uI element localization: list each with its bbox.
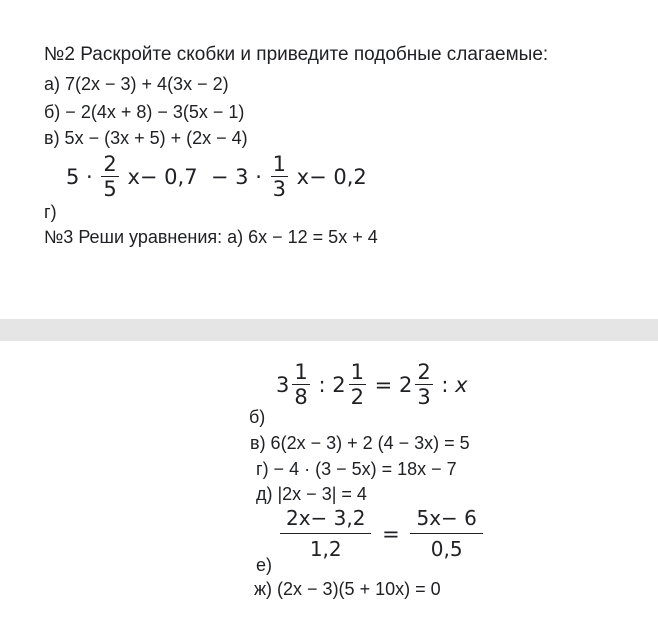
b-fraction-1-denominator: 8 — [294, 385, 308, 409]
b-fraction-2-numerator: 1 — [350, 360, 364, 384]
task3-item-v: в) 6(2x − 3) + 2 (4 − 3x) = 5 — [250, 433, 470, 453]
e-fraction-1 — [280, 503, 371, 564]
e-fraction-2-denominator: 0,5 — [430, 537, 463, 561]
b-fraction-1 — [292, 360, 309, 409]
b-operator-2: : — [441, 372, 449, 397]
task2-item-a: а) 7(2x − 3) + 4(3x − 2) — [44, 74, 229, 94]
g-tail-term: x− 0,2 — [296, 164, 367, 189]
e-equals: = — [382, 521, 400, 546]
section-divider — [0, 319, 658, 341]
g-fraction-1 — [101, 152, 118, 201]
task3-item-zh: ж) (2x − 3)(5 + 10x) = 0 — [254, 579, 441, 599]
g-coef-1: 5 · — [66, 164, 93, 189]
b-operator-1: : — [318, 372, 326, 397]
task3-item-d: д) |2x − 3| = 4 — [256, 484, 367, 504]
e-fraction-2 — [410, 503, 482, 564]
task2-title: №2 Раскройте скобки и приведите подобные слагаемые: — [44, 44, 549, 65]
b-fraction-1-numerator: 1 — [294, 360, 308, 384]
task2-item-b: б) − 2(4x + 8) − 3(5x − 1) — [44, 102, 245, 122]
task3-title: №3 Реши уравнения: а) 6x − 12 = 5x + 4 — [44, 227, 378, 247]
task3-item-b-expression — [276, 360, 468, 409]
b-fraction-3-denominator: 3 — [417, 385, 431, 409]
b-variable: x — [455, 372, 468, 397]
task2-item-v: в) 5x − (3x + 5) + (2x − 4) — [44, 128, 248, 148]
b-fraction-3 — [415, 360, 432, 409]
task2-item-g-label: г) — [44, 202, 57, 222]
b-fraction-2 — [349, 360, 366, 409]
g-fraction-1-numerator: 2 — [103, 152, 117, 176]
b-whole-2: 2 — [332, 372, 346, 397]
task3-item-e-label: е) — [256, 555, 273, 575]
g-fraction-2 — [271, 152, 288, 201]
task3-item-b-label: б) — [249, 407, 266, 427]
task2-item-g-expression — [66, 152, 367, 201]
b-equals: = — [374, 372, 393, 397]
b-whole-1: 3 — [276, 372, 290, 397]
task3-item-e-expression — [280, 503, 483, 564]
e-fraction-2-numerator: 5x− 6 — [416, 506, 477, 530]
b-fraction-3-numerator: 2 — [417, 360, 431, 384]
g-fraction-2-numerator: 1 — [272, 152, 286, 176]
g-fraction-1-denominator: 5 — [103, 177, 117, 201]
b-fraction-2-denominator: 2 — [350, 385, 364, 409]
task3-item-g: г) − 4 · (3 − 5x) = 18x − 7 — [256, 459, 457, 479]
b-whole-3: 2 — [398, 372, 413, 397]
g-middle-term: x− 0,7 − 3 · — [127, 164, 262, 189]
g-fraction-2-denominator: 3 — [272, 177, 286, 201]
e-fraction-1-numerator: 2x− 3,2 — [286, 506, 366, 530]
e-fraction-1-denominator: 1,2 — [309, 537, 342, 561]
